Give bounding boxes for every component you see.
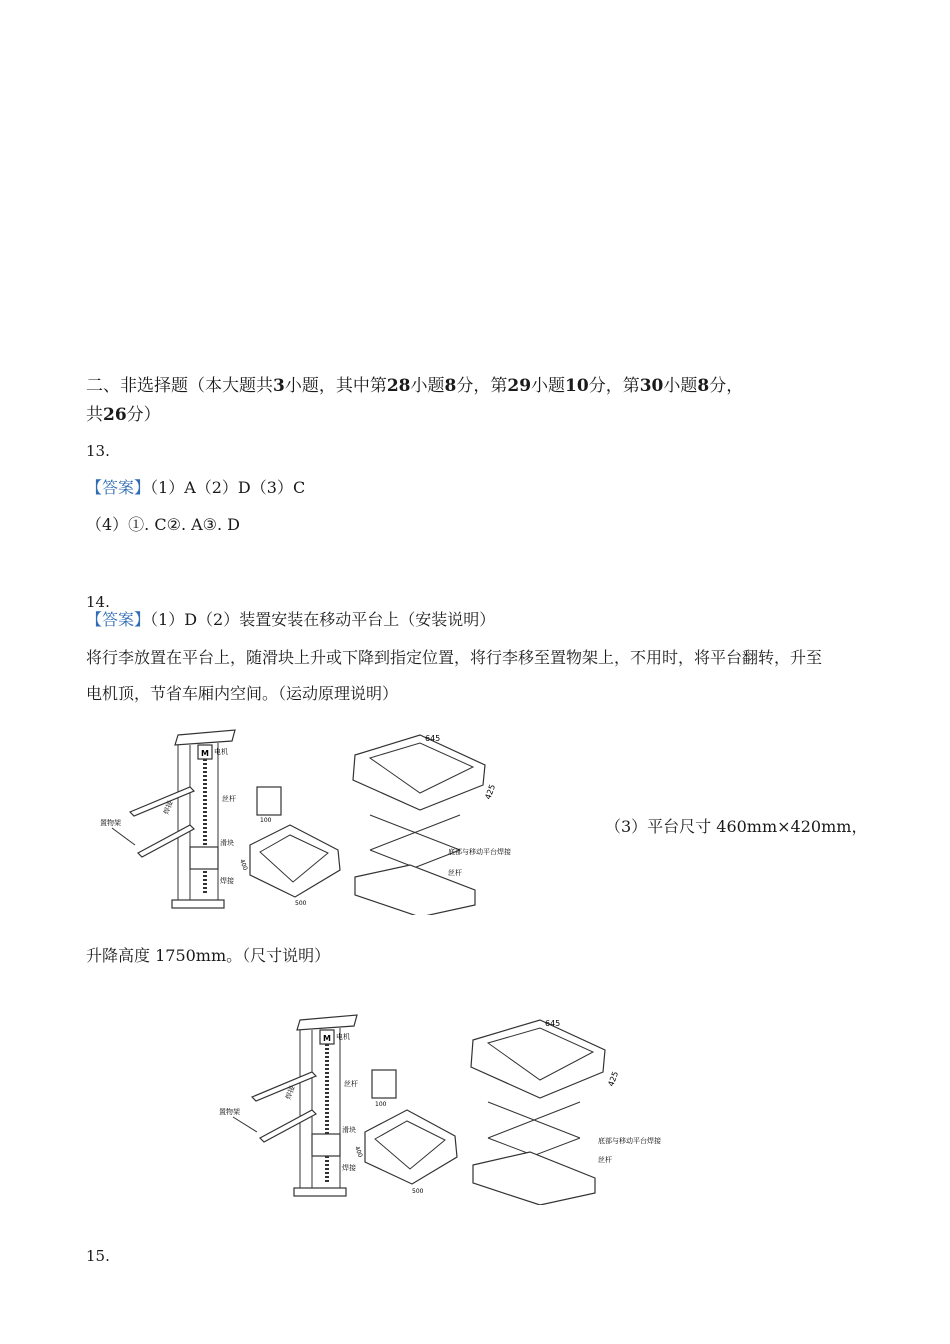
slider-label: 滑块: [220, 839, 234, 847]
screw2-label-2: 丝杆: [598, 1156, 612, 1164]
q13-answer-tag: 【答案】: [86, 478, 151, 497]
dim-400: 400: [238, 858, 249, 872]
q13-answer-line2: （4）①. C②. A③. D: [86, 515, 241, 534]
q13-answer-line1: 【答案】（1）A（2）D（3）C: [86, 478, 306, 497]
base-weld-label-2: 底部与移动平台焊接: [598, 1137, 661, 1145]
weld-label-2: 焊接: [284, 1084, 297, 1101]
screw-label-2: 丝杆: [344, 1080, 358, 1088]
dim-645: 645: [425, 734, 441, 743]
dim-400-2: 400: [353, 1145, 364, 1159]
dim-425-2: 425: [606, 1070, 621, 1088]
q14-height-text: 升降高度 1750mm。（尺寸说明）: [86, 946, 331, 965]
motor-label: 电机: [214, 748, 228, 756]
shelf-label-2: 置物架: [219, 1108, 240, 1116]
section-heading: 二、非选择题（本大题共3小题，其中第28小题8分，第29小题10分，第30小题8分，: [86, 376, 744, 396]
dim-645-2: 645: [545, 1019, 561, 1028]
q14-dimension-text: （3）平台尺寸 460mm×420mm，: [605, 817, 868, 836]
q14-answer-line3: 电机顶，节省车厢内空间。（运动原理说明）: [86, 684, 399, 703]
q14-answer-tag: 【答案】: [86, 610, 151, 629]
q14-answer-line2: 将行李放置在平台上，随滑块上升或下降到指定位置，将行李移至置物架上，不用时，将平台翻转，升至: [86, 648, 823, 667]
shelf-label: 置物架: [100, 819, 121, 827]
q15-number: 15.: [86, 1247, 110, 1265]
weld2-label-2: 焊接: [342, 1164, 356, 1172]
device-figure-2: [215, 1010, 685, 1205]
handle: [257, 787, 281, 815]
platform: [250, 825, 340, 897]
screw2-label: 丝杆: [448, 869, 462, 877]
q13-number: 13.: [86, 442, 110, 460]
slider-box: [190, 847, 218, 869]
dim-100-2: 100: [375, 1101, 387, 1108]
dim-100: 100: [260, 817, 272, 824]
shelf-lower: [138, 825, 194, 857]
section-heading-cont: 共26分）: [86, 405, 161, 425]
weld-label: 焊接: [162, 799, 175, 816]
device-figure-1: [90, 725, 520, 915]
dim-500-2: 500: [412, 1188, 424, 1195]
slider-label-2: 滑块: [342, 1126, 356, 1134]
motor-mark-2: M: [323, 1034, 331, 1043]
weld2-label: 焊接: [220, 877, 234, 885]
base-weld-label: 底部与移动平台焊接: [448, 848, 511, 856]
dim-500: 500: [295, 900, 307, 907]
q14-answer-line1: 【答案】（1）D（2）装置安装在移动平台上（安装说明）: [86, 610, 496, 629]
base-plate: [172, 900, 224, 908]
dim-425: 425: [483, 783, 498, 801]
lift-top: [353, 735, 485, 810]
motor-label-2: 电机: [336, 1033, 350, 1041]
q14-number: 14.: [86, 593, 110, 611]
screw-label: 丝杆: [222, 795, 236, 803]
motor-mark: M: [201, 749, 209, 758]
top-plate: [175, 730, 235, 745]
